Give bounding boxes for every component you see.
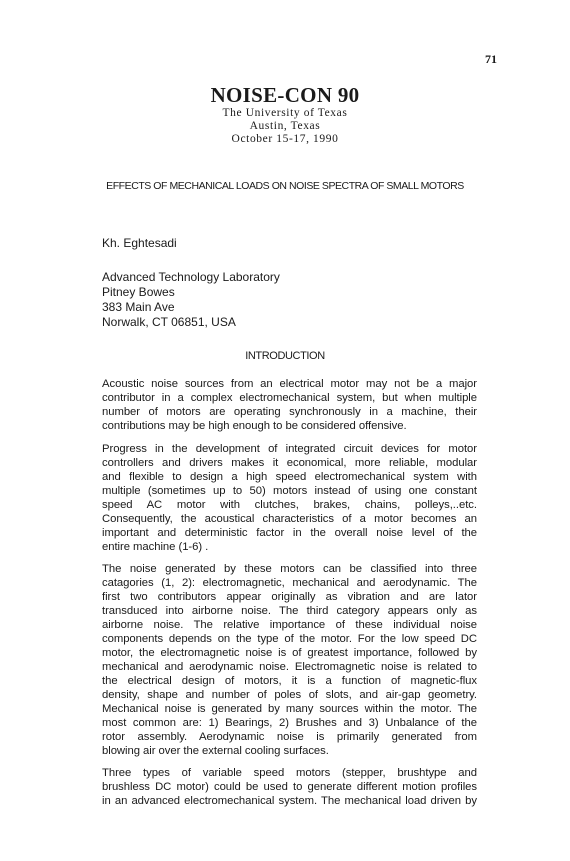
page-number: 71 — [485, 52, 497, 66]
text-line: most common are: 1) Bearings, 2) Brushes and 3) Unbalance of the — [102, 717, 477, 729]
text-line: catagories (1, 2): electromagnetic, mechanical and aerodynamic. The — [102, 577, 477, 589]
text-line: in an advanced electromechanical system. The mechanical load driven by — [102, 795, 477, 807]
text-line: components depends on the type of the motor. For the low speed DC — [102, 633, 477, 645]
text-line: rotor assembly. Aerodynamic noise is primarily generated from — [102, 731, 477, 743]
conference-header — [0, 84, 570, 145]
affiliation-line: Norwalk, CT 06851, USA — [102, 315, 236, 329]
text-line: first two contributors appear originally as vibration and are lator — [102, 591, 477, 603]
conference-title: NOISE-CON 90 — [210, 83, 360, 107]
paper-title: EFFECTS OF MECHANICAL LOADS ON NOISE SPECTRA OF SMALL MOTORS — [106, 180, 464, 192]
body-paragraph — [102, 766, 477, 808]
text-line: blowing air over the external cooling surfaces. — [102, 745, 329, 757]
affiliation-line: Pitney Bowes — [102, 285, 175, 299]
text-line: mechanical and aerodynamic noise. Electromagnetic noise is related to — [102, 661, 477, 673]
text-line: Acoustic noise sources from an electrical motor may not be a major — [102, 378, 477, 390]
text-line: contributions may be high enough to be considered offensive. — [102, 420, 407, 432]
body-paragraph — [102, 562, 477, 758]
text-line: and flexible to design a high speed electromechanical system with — [102, 471, 477, 483]
author-name: Kh. Eghtesadi — [102, 236, 177, 250]
text-line: Mechanical noise is generated by many sources within the motor. The — [102, 703, 477, 715]
text-line: multiple (sometimes up to 50) motors instead of using one constant — [102, 485, 477, 497]
text-line: the electrical design of motors, it is a function of magnetic-flux — [102, 675, 477, 687]
text-line: speed AC motor with clutches, brakes, chains, polleys,..etc. — [102, 499, 477, 511]
text-line: contributor in a complex electromechanical system, but when multiple — [102, 392, 477, 404]
text-line: Progress in the development of integrated circuit devices for motor — [102, 443, 477, 455]
body-paragraph — [102, 442, 477, 554]
conference-university: The University of Texas — [222, 107, 348, 120]
text-line: The noise generated by these motors can be classified into three — [102, 563, 477, 575]
affiliation-line: Advanced Technology Laboratory — [102, 270, 280, 284]
text-line: Three types of variable speed motors (stepper, brushtype and — [102, 767, 477, 779]
text-line: important and deterministic factor in the overall noise level of the — [102, 527, 477, 539]
text-line: Consequently, the acoustical characteristics of a motor becomes an — [102, 513, 477, 525]
text-line: brushless DC motor) could be used to generate different motion profiles — [102, 781, 477, 793]
author-affiliation — [102, 270, 280, 330]
text-line: motor, the electromagnetic noise is of greatest importance, followed by — [102, 647, 477, 659]
text-line: entire machine (1-6) . — [102, 541, 209, 553]
text-line: density, shape and number of poles of slots, and air-gap geometry. — [102, 689, 477, 701]
conference-dates: October 15-17, 1990 — [231, 133, 339, 146]
section-heading: INTRODUCTION — [245, 350, 325, 362]
text-line: airborne noise. The relative importance of these individual noise — [102, 619, 477, 631]
text-line: controllers and drivers makes it economical, more reliable, modular — [102, 457, 477, 469]
text-line: number of motors are operating synchronously in a machine, their — [102, 406, 477, 418]
body-paragraph — [102, 377, 477, 433]
text-line: transduced into airborne noise. The third category appears only as — [102, 605, 477, 617]
conference-location: Austin, Texas — [249, 120, 321, 133]
affiliation-line: 383 Main Ave — [102, 300, 175, 314]
